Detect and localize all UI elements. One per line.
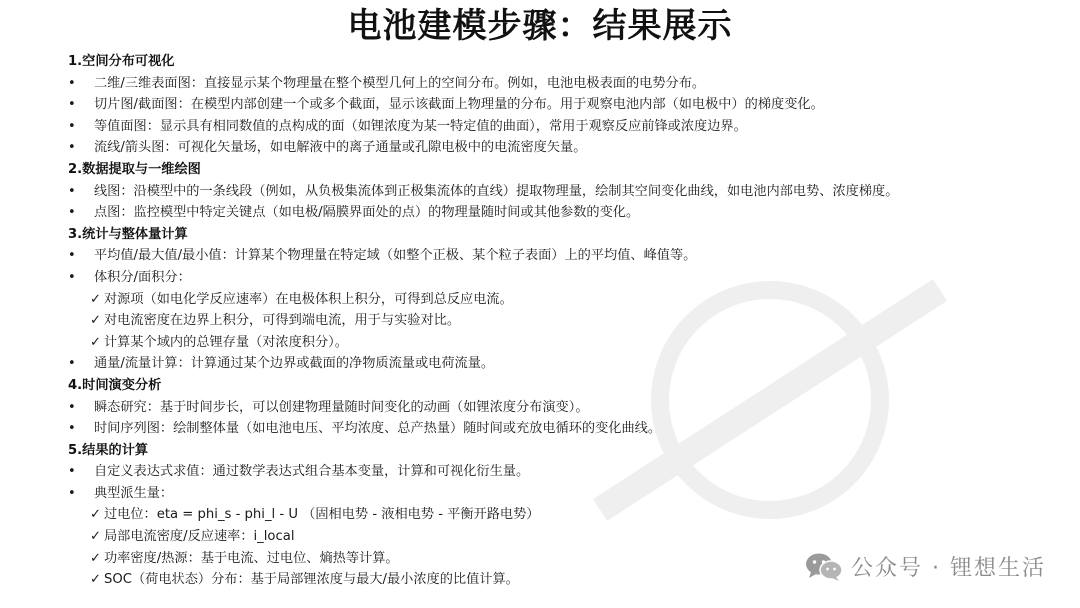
sub-item: [68, 289, 1058, 311]
bullet-item: • 切片图/截面图：在模型内部创建一个或多个截面，显示该截面上物理量的分布。用于观察电池内部（如电极中）的梯度变化。: [68, 94, 1058, 116]
section-heading: 1.空间分布可视化: [68, 54, 175, 69]
section-2: [68, 159, 1058, 224]
bullet-item: • 瞬态研究：基于时间步长，可以创建物理量随时间变化的动画（如锂浓度分布演变）。: [68, 397, 1058, 419]
sub-item: [68, 310, 1058, 332]
sub-item-text: 局部电流密度/反应速率：i_local: [104, 529, 295, 545]
wechat-icon: [805, 552, 843, 582]
wechat-watermark: [805, 551, 1046, 582]
section-4: [68, 375, 1058, 440]
check-icon: ✓: [90, 291, 102, 307]
section-heading: 2.数据提取与一维绘图: [68, 161, 201, 177]
sub-item-text: 对电流密度在边界上积分，可得到端电流，用于与实验对比。: [104, 313, 461, 329]
check-icon: ✓: [90, 550, 102, 566]
section-heading: 4.时间演变分析: [68, 377, 162, 393]
bullet-item: • 时间序列图：绘制整体量（如电池电压、平均浓度、总产热量）随时间或充放电循环的变化曲线。: [68, 418, 1058, 440]
bullet-item: • 流线/箭头图：可视化矢量场，如电解液中的离子通量或孔隙电极中的电流密度矢量。: [68, 137, 1058, 159]
sub-item: [68, 332, 1058, 354]
watermark-text: 公众号 · 锂想生活: [851, 556, 1046, 581]
sub-item: [68, 526, 1058, 548]
bullet-item: • 线图：沿模型中的一条线段（例如，从负极集流体到正极集流体的直线）提取物理量，绘制其空间变化曲线，如电池内部电势、浓度梯度。: [68, 181, 1058, 203]
bullet-item: • 典型派生量：: [68, 483, 1058, 505]
check-icon: ✓: [90, 507, 102, 523]
sub-item-text: 对源项（如电化学反应速率）在电极体积上积分，可得到总反应电流。: [104, 291, 513, 307]
content-body: [68, 51, 1058, 591]
check-icon: ✓: [90, 313, 102, 329]
sub-item: [68, 504, 1058, 526]
check-icon: ✓: [90, 572, 102, 588]
sub-item-text: 过电位：eta = phi_s - phi_l - U （固相电势 - 液相电势 - 平衡开路电势）: [104, 507, 540, 523]
section-heading: 3.统计与整体量计算: [68, 226, 188, 242]
check-icon: ✓: [90, 334, 102, 350]
bullet-item: • 通量/流量计算：计算通过某个边界或截面的净物质流量或电荷流量。: [68, 353, 1058, 375]
sub-item-text: 功率密度/热源：基于电流、过电位、熵热等计算。: [104, 550, 399, 566]
section-heading: 5.结果的计算: [68, 442, 149, 458]
bullet-item: • 点图：监控模型中特定关键点（如电极/隔膜界面处的点）的物理量随时间或其他参数的变化。: [68, 202, 1058, 224]
bullet-item: • 等值面图：显示具有相同数值的点构成的面（如锂浓度为某一特定值的曲面），常用于观察反应前锋或浓度边界。: [68, 116, 1058, 138]
section-3: [68, 224, 1058, 375]
bullet-item: • 平均值/最大值/最小值：计算某个物理量在特定域（如整个正极、某个粒子表面）上的平均值、峰值等。: [68, 245, 1058, 267]
section-1: [68, 51, 1058, 159]
bullet-item: • 体积分/面积分：: [68, 267, 1058, 289]
sub-item-text: SOC（荷电状态）分布：基于局部锂浓度与最大/最小浓度的比值计算。: [104, 572, 519, 588]
page-title: 电池建模步骤：结果展示: [347, 6, 733, 46]
bullet-item: • 自定义表达式求值：通过数学表达式组合基本变量，计算和可视化衍生量。: [68, 461, 1058, 483]
check-icon: ✓: [90, 529, 102, 545]
sub-item-text: 计算某个域内的总锂存量（对浓度积分）。: [104, 334, 348, 350]
bullet-item: • 二维/三维表面图：直接显示某个物理量在整个模型几何上的空间分布。例如，电池电极表面的电势分布。: [68, 73, 1058, 95]
